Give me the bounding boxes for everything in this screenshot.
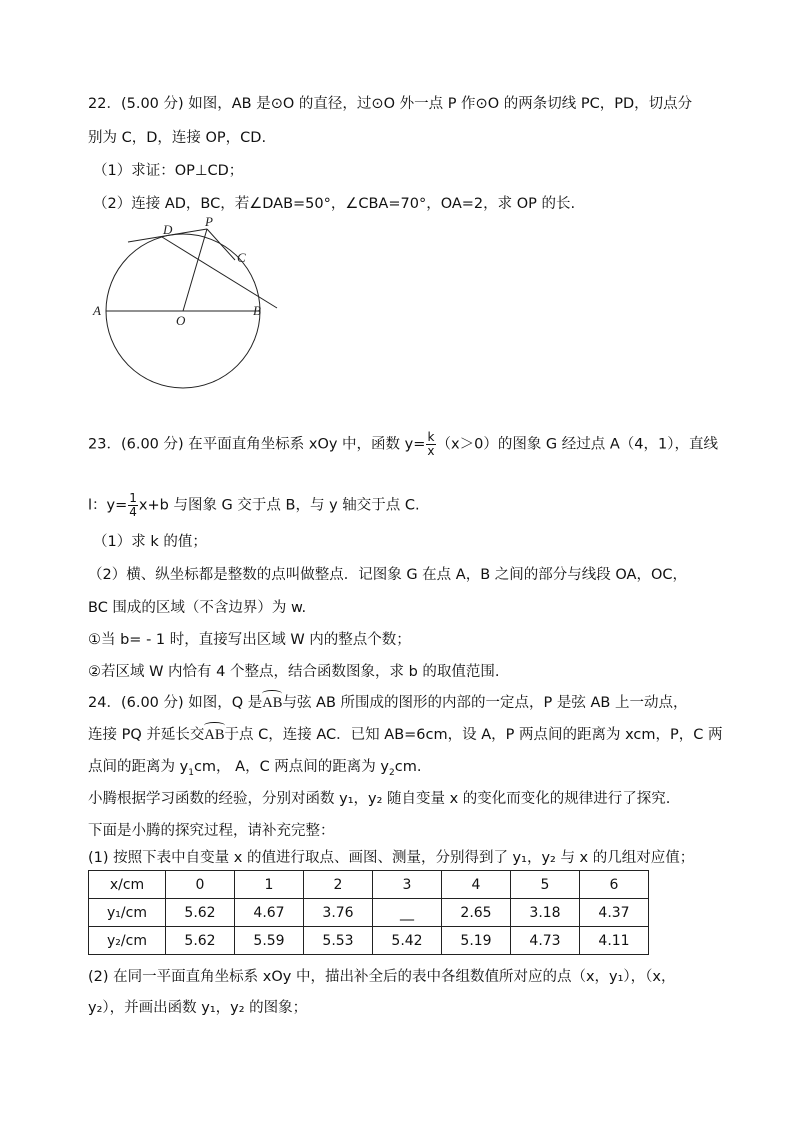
q24-line8: y₂），并画出函数 y₁，y₂ 的图象；	[88, 1000, 308, 1016]
chord-cd	[162, 237, 277, 308]
q23-line2-b: x+b 与图象 G 交于点 B，与 y 轴交于点 C.	[138, 497, 420, 514]
label-b: B	[253, 303, 261, 318]
q22-line2: 别为 C，D，连接 OP，CD.	[88, 130, 267, 146]
q23-line1	[88, 431, 718, 458]
label-p: P	[205, 215, 213, 229]
q22-line1: 22．(5.00 分) 如图，AB 是⊙O 的直径，过⊙O 外一点 P 作⊙O 的两条切线 PC，PD，切点分	[88, 96, 693, 112]
q22-part1: （1）求证：OP⊥CD；	[93, 163, 244, 179]
value-table	[88, 870, 649, 955]
q24-line4: 小腾根据学习函数的经验，分别对函数 y₁，y₂ 随自变量 x 的变化而变化的规律进行了探究.	[88, 791, 671, 807]
q23-part1: （1）求 k 的值；	[93, 534, 207, 550]
table-row: y₁/cm 5.62 4.67 3.76 __ 2.65 3.18 4.37	[89, 899, 649, 927]
label-c: C	[237, 250, 246, 265]
q24-line1	[88, 693, 687, 713]
table-row: y₂/cm 5.62 5.59 5.53 5.42 5.19 4.73 4.11	[89, 927, 649, 955]
q23-line2	[88, 492, 420, 519]
segment-op	[183, 229, 207, 311]
q23-sub2: ②若区域 W 内恰有 4 个整点，结合函数图象，求 b 的取值范围.	[88, 664, 500, 680]
q24-line5: 下面是小腾的探究过程，请补充完整：	[88, 823, 335, 839]
q23-line2-a: l：y=	[88, 497, 128, 514]
table-header-row: x/cm 0 1 2 3 4 5 6	[89, 871, 649, 899]
q24-line1-b: 与弦 AB 所围成的图形的内部的一定点，P 是弦 AB 上一动点，	[282, 695, 688, 711]
q24-line6: (1) 按照下表中自变量 x 的值进行取点、画图、测量，分别得到了 y₁，y₂ 与 x 的几组对应值；	[88, 850, 695, 866]
label-a: A	[93, 303, 101, 318]
q24-line2-a: 连接 PQ 并延长交	[88, 727, 205, 743]
arc-ab: AB	[262, 695, 283, 711]
q23-part2-line2: BC 围成的区域（不含边界）为 w.	[88, 600, 307, 616]
q24-line2	[88, 725, 723, 745]
q24-line1-a: 24．(6.00 分) 如图，Q 是	[88, 695, 263, 711]
arc-ab-2: AB	[204, 727, 225, 743]
q22-circle-figure	[90, 215, 290, 410]
fraction-k-over-x: $\frac{k}{x}$	[427, 430, 435, 458]
q22-part2: （2）连接 AD，BC，若∠DAB=50°，∠CBA=70°，OA=2，求 OP 的长.	[93, 196, 576, 212]
q23-line1-b: （x＞0）的图象 G 经过点 A（4，1），直线	[436, 436, 719, 453]
q24-line3: 点间的距离为 $y_1cm$， A，C 两点间的距离为 $y_2cm$.	[88, 759, 422, 778]
q24-line2-b: 于点 C，连接 AC．已知 AB=6cm，设 A，P 两点间的距离为 xcm，P，C 两	[224, 727, 723, 743]
q23-sub1: ①当 b= - 1 时，直接写出区域 W 内的整点个数；	[88, 632, 411, 648]
q23-line1-a: 23．(6.00 分) 在平面直角坐标系 xOy 中，函数 y=	[88, 436, 426, 453]
label-d: D	[163, 222, 173, 237]
label-o: O	[176, 313, 186, 328]
q23-part2-line1: （2）横、纵坐标都是整数的点叫做整点．记图象 G 在点 A，B 之间的部分与线段 OA，OC，	[88, 567, 687, 583]
blank-cell: __	[373, 899, 442, 927]
fraction-one-quarter: $\frac{1}{4}$	[129, 491, 137, 519]
q24-line7: (2) 在同一平面直角坐标系 xOy 中，描出补全后的表中各组数值所对应的点（x，y₁），（x，	[88, 969, 676, 985]
tangent-pc	[207, 229, 235, 260]
